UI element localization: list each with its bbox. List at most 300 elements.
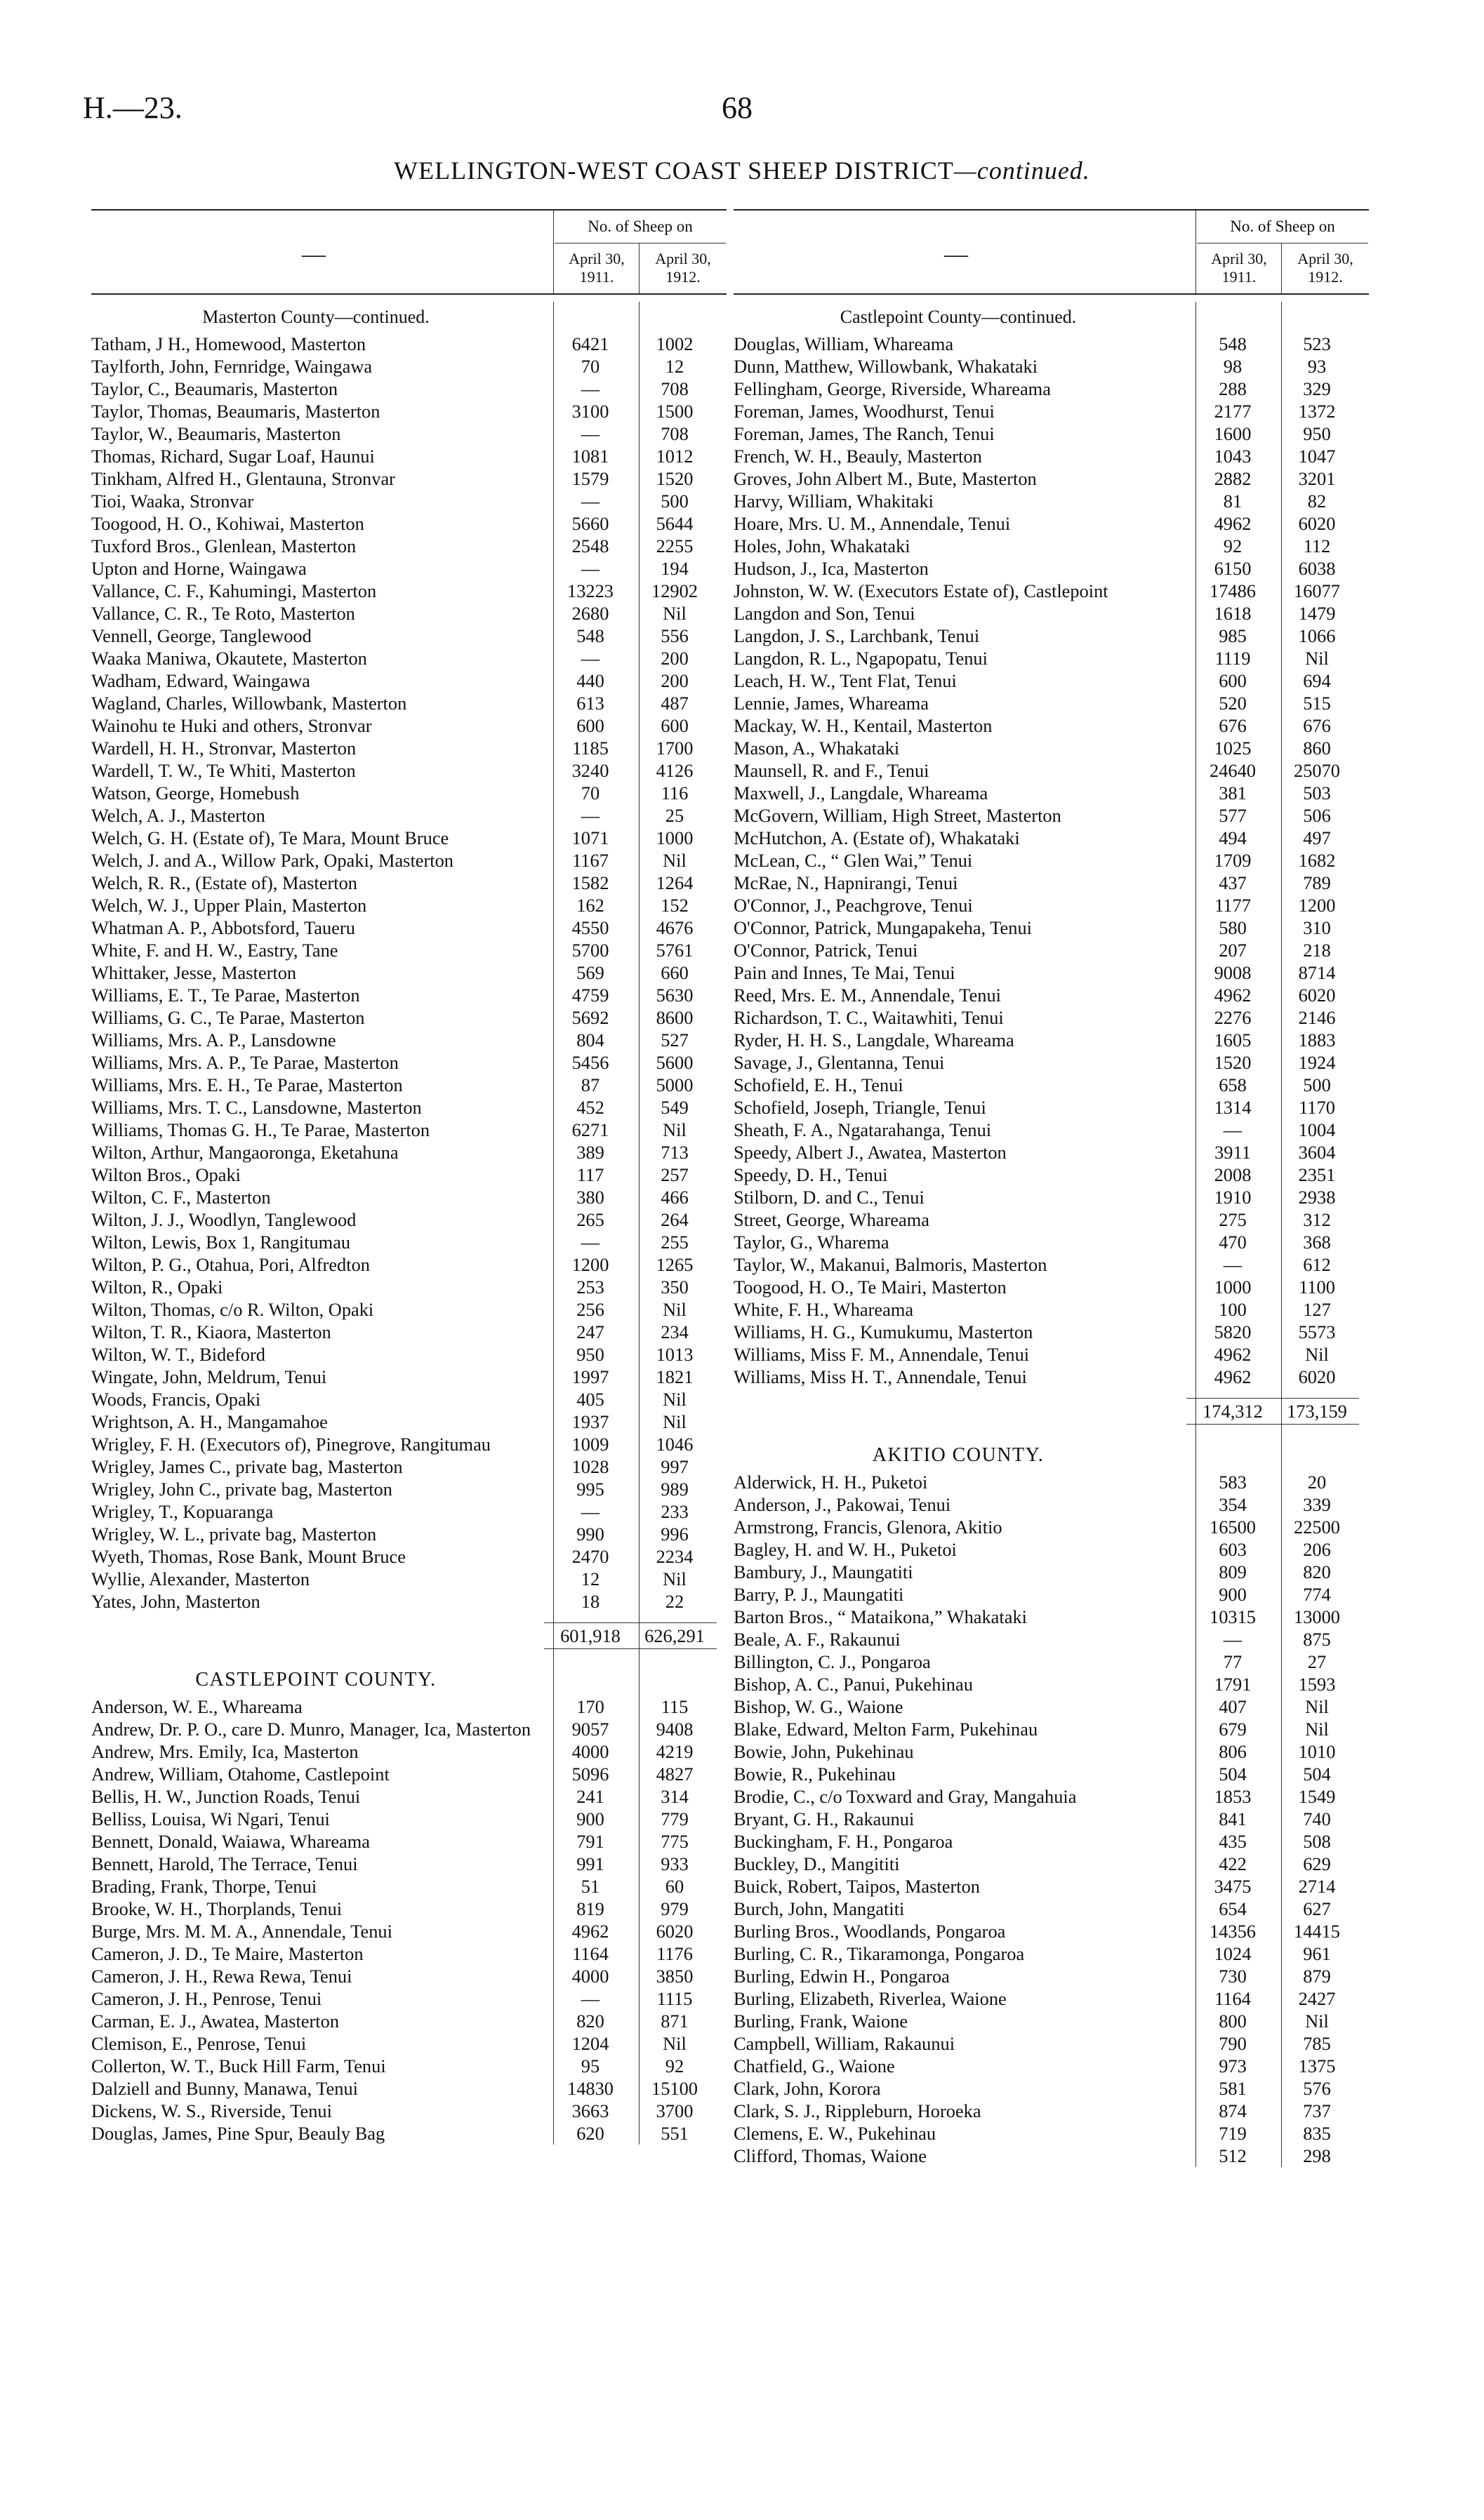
sheep-1911: 207 (1219, 940, 1247, 961)
sheep-1912: 2938 (1298, 1187, 1336, 1208)
owner-name: Ryder, H. H. S., Langdale, Whareama (734, 1029, 1014, 1051)
sheep-1911: 1200 (571, 1254, 609, 1275)
owner-name: Buick, Robert, Taipos, Masterton (734, 1876, 980, 1897)
sheep-1912: Nil (663, 603, 687, 624)
table-row (91, 625, 727, 647)
sheep-1912: 206 (1303, 1539, 1331, 1560)
sheep-1912: 820 (1303, 1561, 1331, 1582)
table-row (91, 2010, 727, 2032)
table-row (91, 535, 727, 557)
sheep-1912: Nil (663, 1411, 687, 1432)
table-row (91, 445, 727, 467)
owner-name: Vallance, C. F., Kahumingi, Masterton (91, 580, 377, 601)
owner-name: Bennett, Donald, Waiawa, Whareama (91, 1831, 371, 1852)
sheep-1912: 933 (661, 1853, 689, 1874)
sheep-1912: 60 (665, 1876, 684, 1897)
table-row (91, 692, 727, 714)
owner-name: O'Connor, Patrick, Tenui (734, 940, 918, 961)
sheep-1912: 4676 (656, 917, 694, 938)
sheep-1912: 1012 (656, 446, 694, 467)
sheep-1911: 874 (1219, 2100, 1247, 2121)
county-heading: CASTLEPOINT COUNTY. (195, 1669, 437, 1691)
sheep-1911: 2680 (571, 603, 609, 624)
table-row (734, 1606, 1369, 1628)
sheep-1912: 2255 (656, 535, 694, 556)
table-row (91, 1096, 727, 1119)
owner-name: Williams, Mrs. A. P., Lansdowne (91, 1029, 336, 1051)
sheep-1911: 440 (576, 670, 604, 691)
table-row (734, 1096, 1369, 1119)
sheep-1912: 1200 (1298, 895, 1336, 916)
table-row (91, 961, 727, 984)
owner-name: Wadham, Edward, Waingawa (91, 670, 310, 691)
sheep-1911: 9057 (571, 1719, 609, 1740)
sheep-1911: 2177 (1214, 401, 1252, 422)
owner-name: Dalziell and Bunny, Manawa, Tenui (91, 2078, 358, 2099)
owner-name: Mackay, W. H., Kentail, Masterton (734, 715, 993, 736)
page-number: 68 (722, 91, 753, 125)
sheep-1912: 9408 (656, 1719, 694, 1740)
sheep-1911: 4962 (571, 1921, 609, 1942)
section-gap (734, 1425, 1369, 1433)
sheep-1911: 900 (576, 1808, 604, 1829)
sheep-1911: 24640 (1210, 760, 1256, 781)
sheep-1911: 4962 (1214, 1344, 1252, 1365)
sheep-1912: 5000 (656, 1074, 694, 1095)
table-row (91, 1321, 727, 1343)
county-heading: AKITIO COUNTY. (872, 1444, 1045, 1466)
owner-name: Thomas, Richard, Sugar Loaf, Haunui (91, 446, 375, 467)
sheep-1912: Nil (663, 850, 687, 871)
owner-name: Wilton, Lewis, Box 1, Rangitumau (91, 1232, 351, 1253)
sheep-1911: 1000 (1214, 1276, 1252, 1298)
owner-name: Holes, John, Whakataki (734, 535, 910, 556)
owner-name: Wardell, H. H., Stronvar, Masterton (91, 738, 357, 759)
sheep-1911: 288 (1219, 378, 1247, 399)
table-row (734, 1628, 1369, 1651)
sheep-1912: 549 (661, 1097, 689, 1118)
table-row (91, 2032, 727, 2055)
sheep-1911: — (581, 558, 600, 579)
owner-name: Langdon and Son, Tenui (734, 603, 915, 624)
owner-name: Clark, S. J., Rippleburn, Horoeka (734, 2100, 981, 2121)
sheep-1912: 860 (1303, 738, 1331, 759)
owner-name: Beale, A. F., Rakaunui (734, 1629, 901, 1650)
table-row (91, 894, 727, 916)
sheep-1912: 1100 (1299, 1276, 1335, 1298)
owner-name: Burling, Edwin H., Pongaroa (734, 1966, 950, 1987)
sheep-1912: 127 (1303, 1299, 1331, 1320)
owner-name: Foreman, James, Woodhurst, Tenui (734, 401, 995, 422)
table-row (734, 2055, 1369, 2077)
owner-name: Taylor, W., Makanui, Balmoris, Masterton (734, 1254, 1047, 1275)
sheep-1911: — (1223, 1629, 1243, 1650)
sheep-1911: 1167 (572, 850, 609, 871)
table-row (734, 512, 1369, 535)
total-label (91, 1622, 544, 1649)
sheep-1911: 1028 (571, 1456, 609, 1477)
section-gap (91, 1649, 727, 1658)
sheep-1911: 253 (576, 1276, 604, 1298)
owner-name: Williams, Thomas G. H., Te Parae, Masterton (91, 1119, 430, 1140)
owner-name: Vennell, George, Tanglewood (91, 625, 312, 646)
sheep-1912: 15100 (651, 2078, 698, 2099)
table-row (734, 1493, 1369, 1516)
sheep-1912: 257 (661, 1164, 689, 1185)
table-row (734, 984, 1369, 1006)
sheep-1912: Nil (1305, 1344, 1329, 1365)
column-divider (1281, 302, 1282, 2167)
sheep-1911: 2470 (571, 1546, 609, 1567)
sheep-1911: 4000 (571, 1966, 609, 1987)
sheep-1912: 1682 (1298, 850, 1336, 871)
table-row (91, 467, 727, 490)
owner-name: Burch, John, Mangatiti (734, 1898, 905, 1919)
sheep-1911: 1937 (571, 1411, 609, 1432)
sheep-1912: 515 (1303, 693, 1331, 714)
owner-name: Whittaker, Jesse, Masterton (91, 962, 297, 983)
sheep-1912: 1010 (1298, 1741, 1336, 1762)
sheep-1912: 612 (1303, 1254, 1331, 1275)
sheep-1912: 961 (1303, 1943, 1331, 1964)
sheep-1912: 6020 (1298, 513, 1336, 534)
table-row (91, 939, 727, 961)
owner-name: Wrigley, James C., private bag, Masterton (91, 1456, 403, 1477)
sheep-1911: 87 (581, 1074, 600, 1095)
owner-name: Richardson, T. C., Waitawhiti, Tenui (734, 1007, 1004, 1028)
sheep-1912: 875 (1303, 1629, 1331, 1650)
owner-name: Waaka Maniwa, Okautete, Masterton (91, 648, 367, 669)
owner-name: Maunsell, R. and F., Tenui (734, 760, 929, 781)
owner-name: Langdon, R. L., Ngapopatu, Tenui (734, 648, 988, 669)
owner-name: Whatman A. P., Abbotsford, Taueru (91, 917, 355, 938)
total-1912: 173,159 (1275, 1398, 1359, 1425)
sheep-1912: 5573 (1298, 1321, 1336, 1342)
owner-name: Upton and Horne, Waingawa (91, 558, 307, 579)
table-row (91, 1763, 727, 1785)
sheep-1911: 679 (1219, 1719, 1247, 1740)
sheep-1911: 6421 (571, 333, 609, 354)
owner-name: Wrigley, F. H. (Executors of), Pinegrove, Rangitumau (91, 1434, 491, 1455)
table-row (734, 1965, 1369, 1987)
sheep-1912: 1115 (656, 1988, 693, 2009)
sheep-1912: 551 (661, 2123, 689, 2144)
sheep-1912: 979 (661, 1898, 689, 1919)
sheep-1911: 117 (576, 1164, 604, 1185)
total-1911: 174,312 (1186, 1398, 1275, 1425)
sheep-1912: 5644 (656, 513, 694, 534)
sheep-1911: 1600 (1214, 423, 1252, 444)
sheep-1912: 4827 (656, 1764, 694, 1785)
table-row (734, 782, 1369, 804)
sheep-1911: 577 (1219, 805, 1247, 826)
owner-name: Taylor, G., Wharema (734, 1232, 889, 1253)
owner-name: Wilton, C. F., Masterton (91, 1187, 271, 1208)
owner-name: Wilton, P. G., Otahua, Pori, Alfredton (91, 1254, 370, 1275)
sheep-1912: 500 (661, 491, 689, 512)
owner-name: Wilton, Arthur, Mangaoronga, Eketahuna (91, 1142, 399, 1163)
sheep-1912: 3700 (656, 2100, 694, 2121)
table-row (734, 849, 1369, 872)
sheep-1912: 708 (661, 423, 689, 444)
owner-name: Wrigley, John C., private bag, Masterton (91, 1479, 392, 1500)
sheep-1912: Nil (663, 2033, 687, 2054)
sheep-1911: 2882 (1214, 468, 1252, 489)
owner-name: Buckley, D., Mangititi (734, 1853, 900, 1874)
table-row (734, 602, 1369, 625)
sheep-1912: 694 (1303, 670, 1331, 691)
owner-name: Wagland, Charles, Willowbank, Masterton (91, 693, 407, 714)
right-column (734, 209, 1369, 2167)
table-row (91, 1343, 727, 1366)
sheep-1912: 1004 (1298, 1119, 1336, 1140)
sheep-1911: 16500 (1210, 1516, 1256, 1538)
sheep-1911: 18 (581, 1591, 600, 1612)
sheep-1911: — (1223, 1119, 1243, 1140)
table-row (91, 1718, 727, 1740)
owner-name: White, F. H., Whareama (734, 1299, 914, 1320)
sheep-1911: 504 (1219, 1764, 1247, 1785)
sheep-1911: 819 (576, 1898, 604, 1919)
owner-name: Taylor, W., Beaumaris, Masterton (91, 423, 341, 444)
sheep-1912: 368 (1303, 1232, 1331, 1253)
table-row (734, 714, 1369, 737)
owner-name: Yates, John, Masterton (91, 1591, 260, 1612)
sheep-1911: 1164 (1214, 1988, 1251, 2009)
sheep-1912: 234 (661, 1321, 689, 1342)
table-row (734, 692, 1369, 714)
sheep-1911: 1024 (1214, 1943, 1252, 1964)
table-row (734, 1830, 1369, 1853)
table-row (734, 1471, 1369, 1493)
sheep-1912: 2234 (656, 1546, 694, 1567)
owner-name: Andrew, Mrs. Emily, Ica, Masterton (91, 1741, 359, 1762)
sheep-1911: 4759 (571, 985, 609, 1006)
owner-column-header: — (944, 241, 968, 267)
table-row (91, 422, 727, 445)
sheep-1912: 6020 (656, 1921, 694, 1942)
table-row (734, 872, 1369, 894)
sheep-1911: 809 (1219, 1561, 1247, 1582)
table-row (734, 759, 1369, 782)
sheep-1911: 14356 (1210, 1921, 1256, 1942)
sheep-1912: 1700 (656, 738, 694, 759)
table-row (91, 1545, 727, 1568)
sheep-1912: 116 (661, 782, 689, 804)
sheep-1912: 25070 (1294, 760, 1340, 781)
owner-name: Chatfield, G., Waione (734, 2055, 895, 2076)
sheep-1912: 152 (661, 895, 689, 916)
owner-name: Toogood, H. O., Kohiwai, Masterton (91, 513, 364, 534)
sheep-1912: 13000 (1294, 1606, 1340, 1627)
owner-name: McLean, C., “ Glen Wai,” Tenui (734, 850, 973, 871)
sheep-1912: 1066 (1298, 625, 1336, 646)
sheep-1912: 708 (661, 378, 689, 399)
table-row (91, 1898, 727, 1920)
table-row (734, 2077, 1369, 2100)
owner-name: Carman, E. J., Awatea, Masterton (91, 2011, 340, 2032)
table-body (734, 302, 1369, 2167)
owner-name: Wilton, W. T., Bideford (91, 1344, 265, 1365)
sheep-1911: 452 (576, 1097, 604, 1118)
owner-name: Burling, Frank, Waione (734, 2011, 908, 2032)
sheep-1911: 70 (581, 782, 600, 804)
sheep-1912: 12 (665, 356, 684, 377)
table-row (91, 872, 727, 894)
owner-name: Dickens, W. S., Riverside, Tenui (91, 2100, 332, 2121)
sheep-1912: 740 (1303, 1808, 1331, 1829)
sheep-1912: 4219 (656, 1741, 694, 1762)
sheep-1912: 115 (661, 1696, 689, 1717)
owner-name: Wilton, T. R., Kiaora, Masterton (91, 1321, 331, 1342)
table-row (734, 1516, 1369, 1538)
sheep-1912: 627 (1303, 1898, 1331, 1919)
sheep-1911: 2548 (571, 535, 609, 556)
sheep-1912: 576 (1303, 2078, 1331, 2099)
owner-name: Toogood, H. O., Te Mairi, Masterton (734, 1276, 1007, 1298)
sheep-1911: 790 (1219, 2033, 1247, 2054)
sheep-1911: 3240 (571, 760, 609, 781)
sheep-1912: 1176 (656, 1943, 693, 1964)
sheep-1912: 255 (661, 1232, 689, 1253)
owner-name: McHutchon, A. (Estate of), Whakataki (734, 827, 1020, 848)
sheep-1912: 1046 (656, 1434, 694, 1455)
sheep-1911: 98 (1223, 356, 1243, 377)
table-row (91, 1366, 727, 1388)
owner-name: Stilborn, D. and C., Tenui (734, 1187, 925, 1208)
owner-name: Fellingham, George, Riverside, Whareama (734, 378, 1051, 399)
table-row (734, 1695, 1369, 1718)
sheep-1912: 3850 (656, 1966, 694, 1987)
owner-name: Douglas, James, Pine Spur, Beauly Bag (91, 2123, 385, 2144)
table-row (91, 916, 727, 939)
sheep-1911: 806 (1219, 1741, 1247, 1762)
owner-name: Bellis, H. W., Junction Roads, Tenui (91, 1786, 361, 1807)
sheep-1912: 200 (661, 648, 689, 669)
owner-name: Clemison, E., Penrose, Tenui (91, 2033, 307, 2054)
table-row (734, 1538, 1369, 1561)
table-row (91, 2077, 727, 2100)
owner-name: Tinkham, Alfred H., Glentauna, Stronvar (91, 468, 395, 489)
table-row (91, 490, 727, 512)
sheep-1911: 6271 (571, 1119, 609, 1140)
owner-name: Brodie, C., c/o Toxward and Gray, Mangahuia (734, 1786, 1077, 1807)
sheep-1911: — (1223, 1254, 1243, 1275)
sheep-1912: 1265 (656, 1254, 694, 1275)
sheep-1911: 1071 (571, 827, 609, 848)
table-row (734, 1253, 1369, 1276)
sheep-1911: 5820 (1214, 1321, 1252, 1342)
owner-name: Hoare, Mrs. U. M., Annendale, Tenui (734, 513, 1011, 534)
table-row (734, 1343, 1369, 1366)
sheep-1911: 1582 (571, 872, 609, 893)
sheep-1912: Nil (663, 1119, 687, 1140)
sheep-1911: 470 (1219, 1232, 1247, 1253)
table-row (734, 1074, 1369, 1096)
sheep-1911: 405 (576, 1389, 604, 1410)
sheep-count-header: No. of Sheep on (588, 218, 693, 235)
sheep-1912: 523 (1303, 333, 1331, 354)
sheep-1912: 312 (1303, 1209, 1331, 1230)
sheep-1912: 12902 (651, 580, 698, 601)
owner-name: Bryant, G. H., Rakaunui (734, 1808, 915, 1829)
owner-name: Woods, Francis, Opaki (91, 1389, 261, 1410)
sheep-1911: — (581, 648, 600, 669)
table-row (734, 1231, 1369, 1253)
sheep-1911: 241 (576, 1786, 604, 1807)
owner-name: Burling, C. R., Tikaramonga, Pongaroa (734, 1943, 1025, 1964)
sheep-1911: 676 (1219, 715, 1247, 736)
sheep-1912: 676 (1303, 715, 1331, 736)
sheep-1912: 527 (661, 1029, 689, 1051)
sheep-1912: 997 (661, 1456, 689, 1477)
col-1912-header: April 30, 1912. (1297, 250, 1353, 286)
table-row (91, 827, 727, 849)
header-divider (1195, 211, 1196, 293)
sheep-1911: — (581, 1988, 600, 2009)
table-row (91, 1433, 727, 1455)
sheep-1912: 298 (1303, 2145, 1331, 2166)
sheep-1912: 1520 (656, 468, 694, 489)
sheep-1912: 233 (661, 1501, 689, 1522)
owner-name: McRae, N., Hapnirangi, Tenui (734, 872, 958, 893)
table-row (734, 445, 1369, 467)
table-row (734, 1942, 1369, 1965)
table-row (91, 2122, 727, 2145)
table-row (91, 1119, 727, 1141)
table-row (734, 939, 1369, 961)
owner-name: Maxwell, J., Langdale, Whareama (734, 782, 988, 804)
table-row (91, 1875, 727, 1898)
owner-name: Billington, C. J., Pongaroa (734, 1651, 931, 1672)
owner-name: Speedy, D. H., Tenui (734, 1164, 888, 1185)
table-row (734, 1029, 1369, 1051)
column-divider (639, 302, 640, 2145)
table-row (91, 1987, 727, 2010)
sheep-1912: Nil (1305, 648, 1329, 669)
sheep-1911: 900 (1219, 1584, 1247, 1605)
county-total-row (91, 1622, 727, 1649)
table-row (91, 1785, 727, 1808)
table-row (91, 602, 727, 625)
table-row (91, 759, 727, 782)
table-row (734, 580, 1369, 602)
sheep-1912: 996 (661, 1524, 689, 1545)
table-row (91, 1808, 727, 1830)
sheep-1912: 22 (665, 1591, 684, 1612)
county-heading: Masterton County—continued. (202, 307, 430, 327)
table-row (91, 1568, 727, 1590)
sheep-1911: 1853 (1214, 1786, 1252, 1807)
table-row (734, 490, 1369, 512)
col-1911-header: April 30, 1911. (569, 250, 625, 286)
owner-name: Tioi, Waaka, Stronvar (91, 491, 253, 512)
sheep-1911: 1520 (1214, 1052, 1252, 1073)
table-row (734, 894, 1369, 916)
table-row (91, 1523, 727, 1545)
sheep-1911: 5456 (571, 1052, 609, 1073)
owner-name: Wardell, T. W., Te Whiti, Masterton (91, 760, 356, 781)
sheep-1911: 1177 (1214, 895, 1251, 916)
table-row (734, 1785, 1369, 1808)
table-row (734, 1808, 1369, 1830)
table-row (734, 2010, 1369, 2032)
sheep-1911: 1009 (571, 1434, 609, 1455)
table-row (734, 1920, 1369, 1942)
sheep-1912: 1821 (656, 1366, 694, 1387)
table-row (91, 1141, 727, 1164)
sheep-1912: 1549 (1298, 1786, 1336, 1807)
